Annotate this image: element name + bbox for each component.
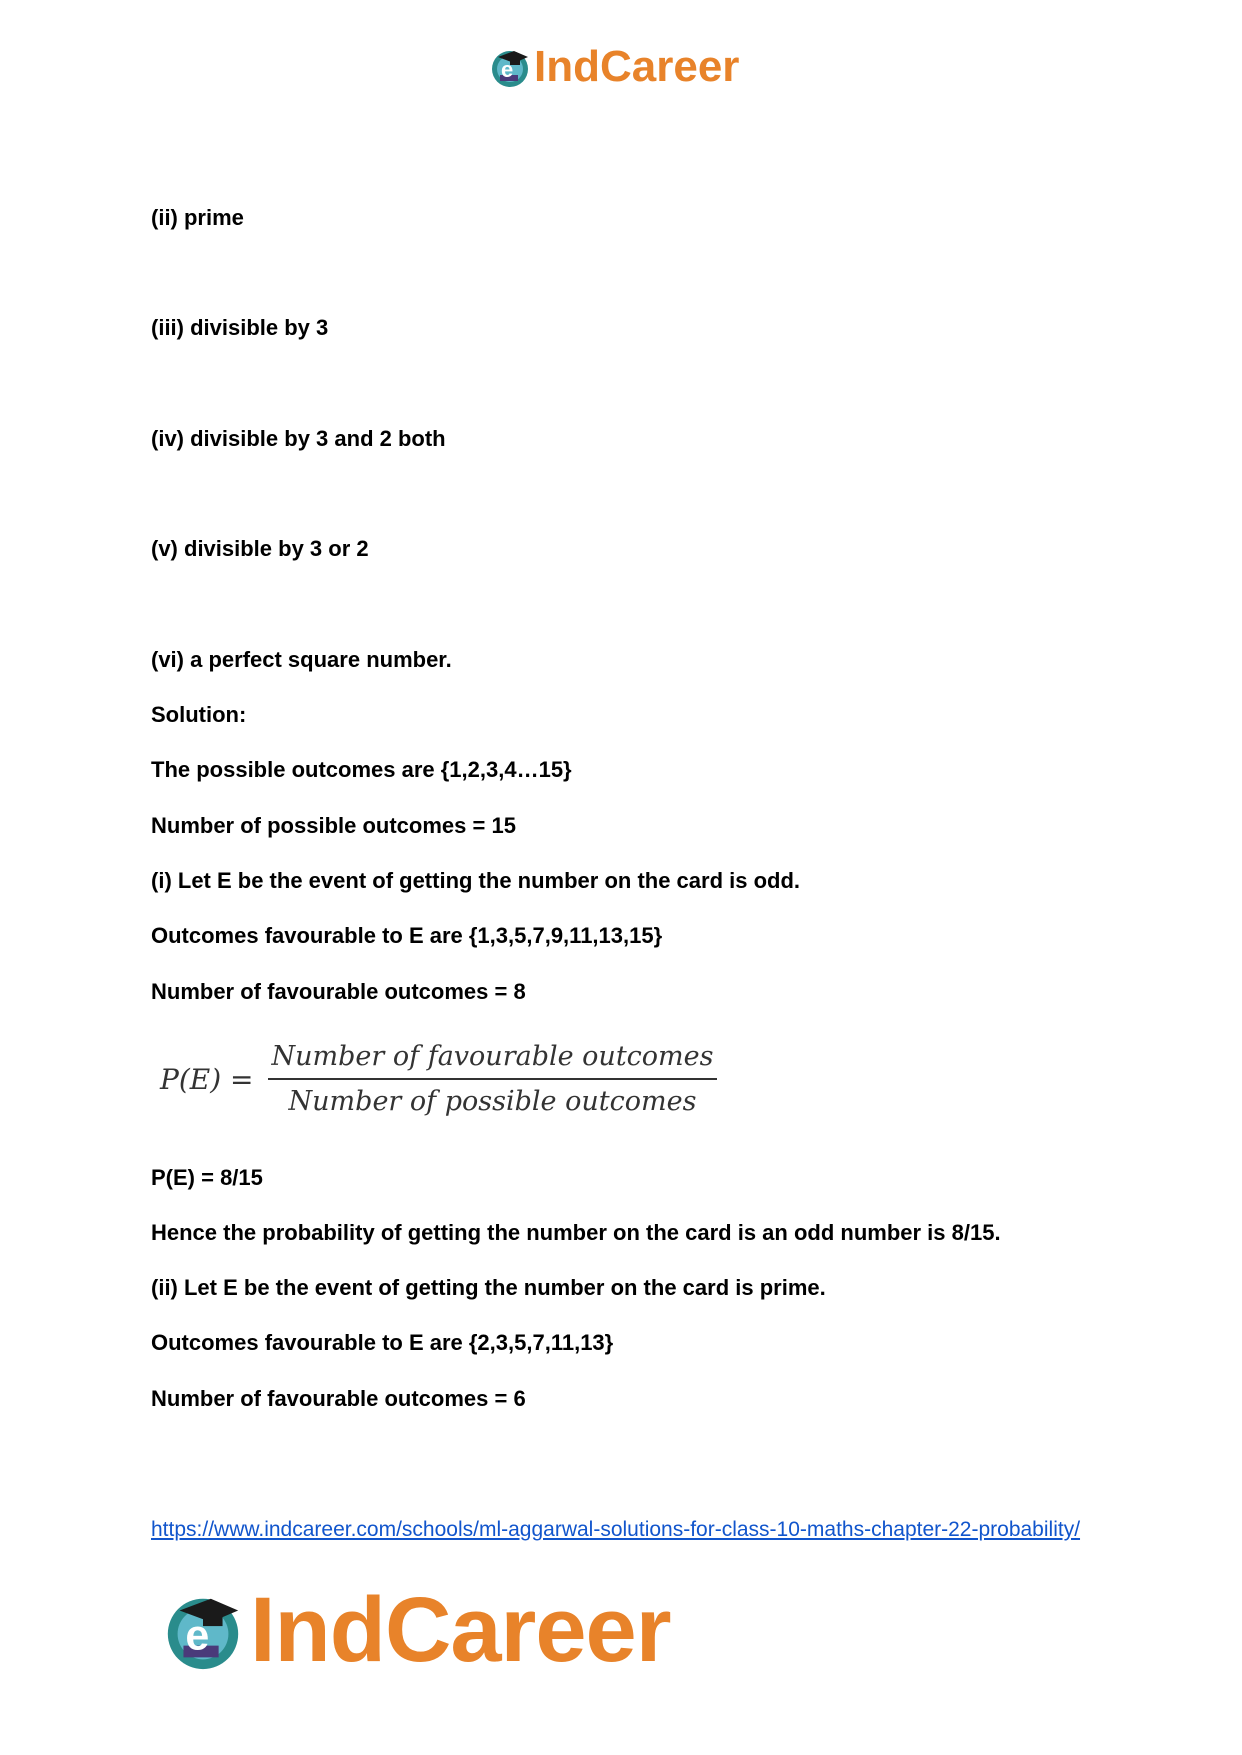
- header-logo-text: IndCareer: [534, 42, 740, 91]
- question-part-iv: (iv) divisible by 3 and 2 both: [151, 426, 446, 451]
- part-ii-favourable-count: Number of favourable outcomes = 6: [151, 1386, 526, 1411]
- formula-numerator: Number of favourable outcomes: [271, 1041, 714, 1072]
- question-part-v: (v) divisible by 3 or 2: [151, 536, 369, 561]
- graduation-cap-book-icon: [160, 1587, 246, 1673]
- part-ii-favourable-outcomes: Outcomes favourable to E are {2,3,5,7,11,13}: [151, 1330, 614, 1355]
- question-part-iii: (iii) divisible by 3: [151, 315, 329, 340]
- svg-text:e: e: [185, 1611, 210, 1660]
- part-i-favourable-count: Number of favourable outcomes = 8: [151, 979, 526, 1004]
- svg-text:e: e: [501, 57, 514, 82]
- formula-lhs: P(E) =: [160, 1062, 254, 1096]
- solution-heading: Solution:: [151, 702, 247, 727]
- part-ii-event-definition: (ii) Let E be the event of getting the number on the card is prime.: [151, 1275, 826, 1300]
- formula-denominator: Number of possible outcomes: [288, 1086, 697, 1117]
- formula-fraction: [268, 1041, 718, 1117]
- part-i-favourable-outcomes: Outcomes favourable to E are {1,3,5,7,9,11,13,15}: [151, 923, 663, 948]
- footer-logo-text: IndCareer: [250, 1578, 671, 1681]
- part-i-event-definition: (i) Let E be the event of getting the number on the card is odd.: [151, 868, 801, 893]
- footer-logo: [160, 1578, 671, 1681]
- source-link[interactable]: https://www.indcareer.com/schools/ml-aggarwal-solutions-for-class-10-maths-chapter-22-probability/: [151, 1518, 1081, 1541]
- question-part-vi: (vi) a perfect square number.: [151, 647, 452, 672]
- question-part-ii: (ii) prime: [151, 205, 244, 230]
- part-i-probability-result: P(E) = 8/15: [151, 1165, 263, 1190]
- header-logo: [488, 42, 739, 92]
- probability-formula: [160, 1038, 717, 1120]
- possible-outcomes-line: The possible outcomes are {1,2,3,4…15}: [151, 757, 572, 782]
- graduation-cap-book-icon: [488, 45, 532, 89]
- possible-outcomes-count: Number of possible outcomes = 15: [151, 813, 516, 838]
- part-i-conclusion: Hence the probability of getting the number on the card is an odd number is 8/15.: [151, 1220, 1001, 1245]
